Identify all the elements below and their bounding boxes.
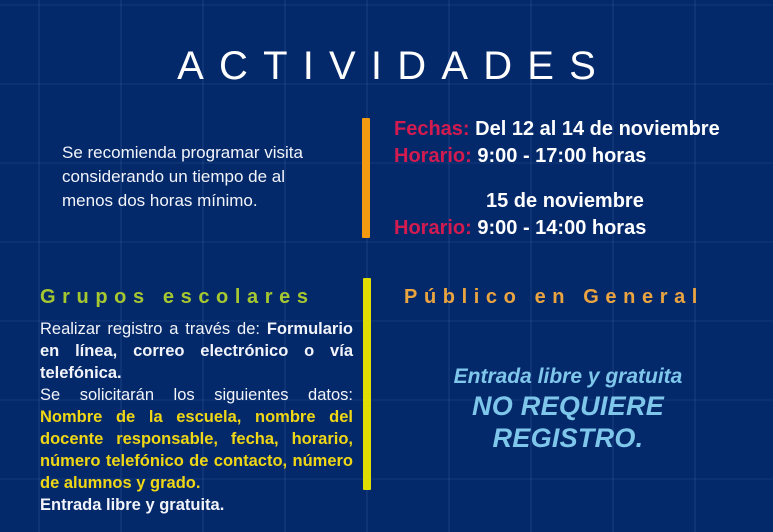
schedule-date-2: 15 de noviembre bbox=[486, 190, 644, 212]
registro-paragraph bbox=[40, 318, 353, 384]
fechas-value: Del 12 al 14 de noviembre bbox=[475, 118, 720, 140]
no-registro-line: NO REQUIERE REGISTRO. bbox=[472, 391, 664, 453]
registro-methods-text: Formulario en línea, correo electrónico o vía telefónica. bbox=[40, 320, 353, 382]
schedule-dates-line bbox=[394, 116, 720, 143]
datos-list-paragraph: Nombre de la escuela, nombre del docente responsable, fecha, horario, número telefónico de contacto, número de alumnos y grado. bbox=[40, 408, 353, 492]
horario-label-1: Horario: bbox=[394, 145, 472, 167]
grupos-escolares-body bbox=[40, 318, 353, 516]
publico-general-body bbox=[398, 364, 738, 454]
horario-value-2: 9:00 - 14:00 horas bbox=[477, 217, 647, 239]
grupos-escolares-heading: Grupos escolares bbox=[40, 286, 315, 308]
publico-general-heading: Público en General bbox=[404, 286, 704, 308]
registro-intro-text: Realizar registro a través de: bbox=[40, 320, 267, 338]
entrada-libre-line: Entrada libre y gratuita bbox=[453, 365, 683, 388]
schedule-hours-line-2 bbox=[394, 215, 720, 242]
datos-intro-paragraph: Se solicitarán los siguientes datos: bbox=[40, 386, 353, 404]
entrada-libre-paragraph: Entrada libre y gratuita. bbox=[40, 496, 225, 514]
horario-label-2: Horario: bbox=[394, 217, 472, 239]
page-title: ACTIVIDADES bbox=[177, 44, 612, 88]
orange-divider-bar bbox=[362, 118, 370, 238]
yellow-divider-bar bbox=[363, 278, 371, 490]
horario-value-1: 9:00 - 17:00 horas bbox=[477, 145, 647, 167]
schedule-hours-line-1 bbox=[394, 143, 720, 170]
visit-recommendation-text: Se recomienda programar visita considerando un tiempo de al menos dos horas mínimo. bbox=[62, 143, 303, 210]
fechas-label: Fechas: bbox=[394, 118, 470, 140]
schedule-block bbox=[394, 116, 720, 242]
